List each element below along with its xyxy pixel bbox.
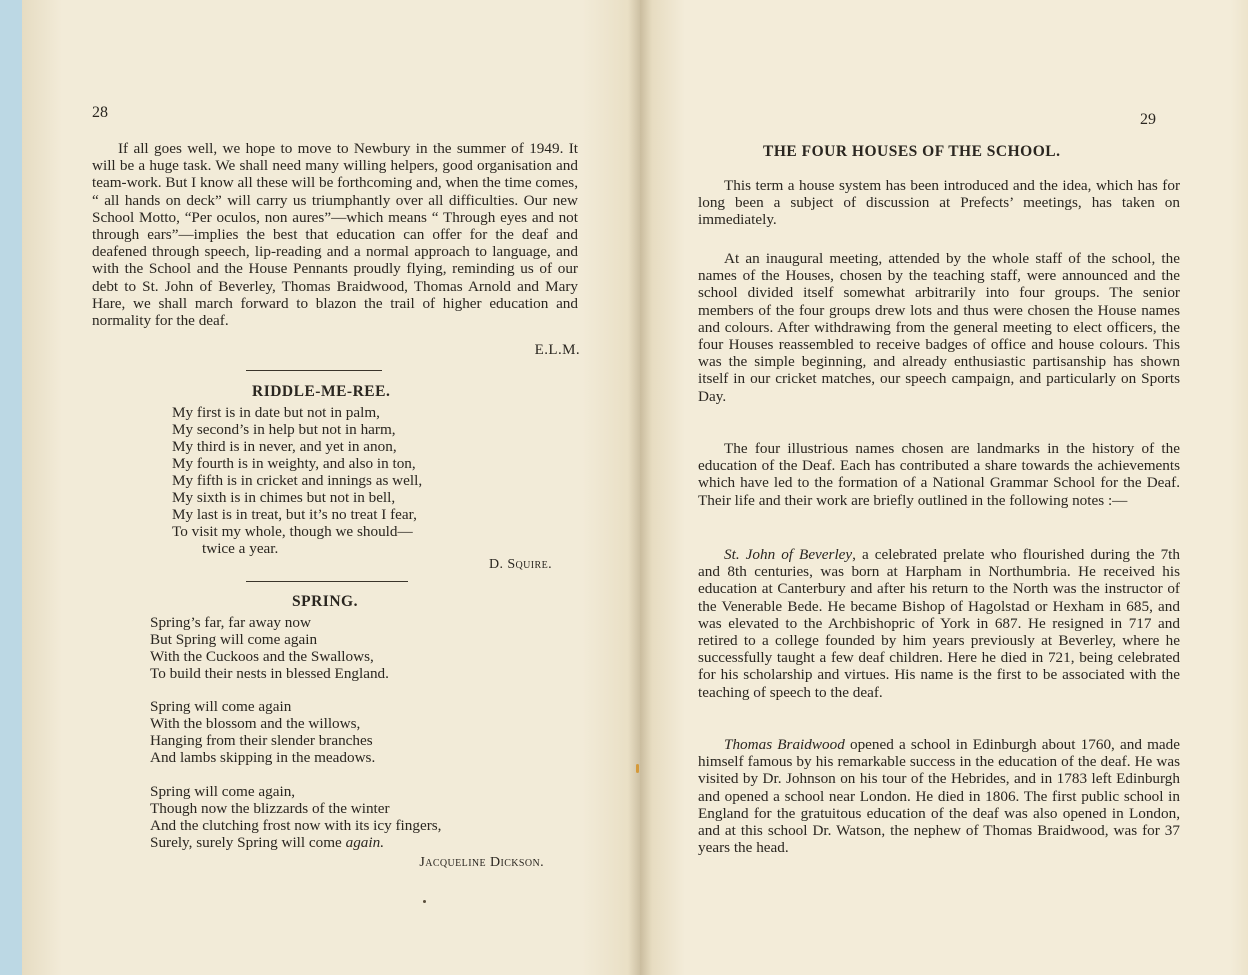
poem-line: Spring will come again, — [150, 783, 296, 800]
beverley-paragraph — [698, 546, 1180, 701]
spring-stanza-3 — [150, 783, 441, 851]
poem-line: And the clutching frost now with its icy fingers, — [150, 817, 442, 834]
riddle-line: My fifth is in cricket and innings as well, — [172, 472, 423, 489]
page-number-right: 29 — [1140, 111, 1156, 128]
poem-line: But Spring will come again — [150, 631, 318, 648]
riddle-author: D. Squire. — [489, 557, 552, 572]
braidwood-name: Thomas Braidwood — [724, 736, 845, 753]
divider-rule — [246, 370, 382, 371]
braidwood-text: opened a school in Edinburgh about 1760, and made himself famous by his remarkable success in the education of the deaf. He was visited by Dr. Johnson on his tour of the Hebrides, and in 1783 left Edinburgh and opened a school near London. He died in 1806. The first public school in England for the gratuitous education of the deaf was also opened in London, and at this school Dr. Watson, the nephew of Thomas Braidwood, was for 37 years the head. — [698, 736, 1180, 857]
riddle-line: My sixth is in chimes but not in bell, — [172, 489, 396, 506]
poem-line: With the blossom and the willows, — [150, 715, 361, 732]
poem-line — [150, 834, 441, 851]
houses-title: THE FOUR HOUSES OF THE SCHOOL. — [763, 143, 1061, 160]
riddle-verse — [172, 404, 422, 557]
poem-line-text: Surely, surely Spring will come — [150, 834, 342, 851]
poem-line: Hanging from their slender branches — [150, 732, 373, 749]
riddle-line: My third is in never, and yet in anon, — [172, 438, 397, 455]
riddle-line: My first is in date but not in palm, — [172, 404, 380, 421]
houses-paragraph-2: At an inaugural meeting, attended by the whole staff of the school, the names of the Houses, chosen by the teaching staff, were announced and the school divided itself somewhat arbitrarily into four groups. The senior members of the four groups drew lots and thus were chosen the House names and colours. After withdrawing from the general meeting to elect officers, the four Houses reassembled to receive badges of office and house colours. This was the simple beginning, and already enthusiastic partisanship has shown itself in our cricket matches, our speech campaign, and particularly on Sports Day. — [698, 250, 1180, 405]
houses-paragraph-1: This term a house system has been introduced and the idea, which has for long been a subject of discussion at Prefects’ meetings, has taken on immediately. — [698, 177, 1180, 229]
beverley-text: , a celebrated prelate who flourished during the 7th and 8th centuries, was born at Harpham in Northumbria. He received his education at Canterbury and after his return to the North was the instructor of the Venerable Bede. He became Bishop of Hagolstad or Hexham in 685, and was elevated to the Archbishopric of York in 687. He resigned in 717 and retired to a college founded by him years previously at Beverley, where he successfully taught a few deaf children. Here he died in 721, being celebrated for his scholarship and virtues. His name is the first to be associated with the teaching of speech to the deaf. — [698, 546, 1180, 701]
riddle-line: My fourth is in weighty, and also in ton, — [172, 455, 416, 472]
riddle-line: twice a year. — [202, 540, 279, 557]
print-speck — [423, 900, 426, 903]
paper-mark — [636, 764, 639, 773]
houses-paragraph-3: The four illustrious names chosen are landmarks in the history of the education of the Deaf. Each has contributed a share towards the achievements which have led to the formation of a National Grammar School for the Deaf. Their life and their work are briefly outlined in the following notes :— — [698, 440, 1180, 509]
braidwood-paragraph — [698, 736, 1180, 856]
spring-stanza-2 — [150, 698, 375, 766]
poem-last-word: again. — [345, 834, 384, 851]
intro-signature: E.L.M. — [534, 342, 580, 358]
riddle-line: My last is in treat, but it’s no treat I fear, — [172, 506, 417, 523]
poem-line: Spring will come again — [150, 698, 292, 715]
page-number-left: 28 — [92, 104, 108, 121]
poem-line: With the Cuckoos and the Swallows, — [150, 648, 374, 665]
poem-line: Spring’s far, far away now — [150, 614, 311, 631]
riddle-line: To visit my whole, though we should— — [172, 523, 413, 540]
poem-line: Though now the blizzards of the winter — [150, 800, 390, 817]
spring-title: SPRING. — [292, 593, 358, 610]
riddle-title: RIDDLE-ME-REE. — [252, 383, 391, 400]
riddle-line: My second’s in help but not in harm, — [172, 421, 396, 438]
poem-line: And lambs skipping in the meadows. — [150, 749, 376, 766]
spring-stanza-1 — [150, 614, 389, 682]
beverley-name: St. John of Beverley — [724, 546, 853, 563]
intro-paragraph: If all goes well, we hope to move to Newbury in the summer of 1949. It will be a huge task. We shall need many willing helpers, good organisation and team-work. But I know all these will be forthcoming and, when the time comes, “ all hands on deck” will carry us triumphantly over all difficulties. Our new School Motto, “Per oculos, non aures”—which means “ Through eyes and not through ears”—implies the best that education can offer for the deaf and deafened through speech, lip-reading and a normal approach to language, and with the School and the House Pennants proudly flying, reminding us of our debt to St. John of Beverley, Thomas Braidwood, Thomas Arnold and Mary Hare, we shall march forward to blazon the trail of higher education and normality for the deaf. — [92, 140, 578, 330]
book-gutter — [628, 0, 652, 975]
spring-author: Jacqueline Dickson. — [419, 855, 544, 870]
poem-line: To build their nests in blessed England. — [150, 665, 389, 682]
divider-rule — [246, 581, 408, 582]
